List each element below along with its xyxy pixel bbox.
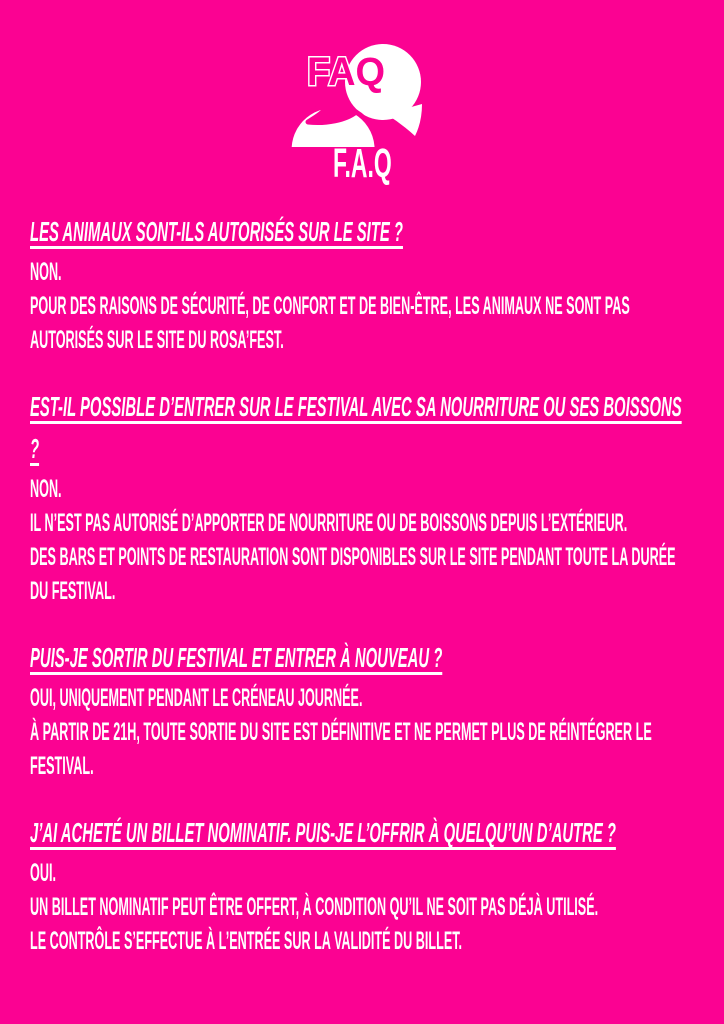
faq-answer-line: À PARTIR DE 21H, TOUTE SORTIE DU SITE EST DÉFINITIVE ET NE PERMET PLUS DE RÉINTÉGRER LE FESTIVAL.	[30, 718, 652, 780]
faq-list	[30, 211, 694, 958]
faq-answer-line: DES BARS ET POINTS DE RESTAURATION SONT DISPONIBLES SUR LE SITE PENDANT TOUTE LA DURÉE DU FESTIVAL.	[30, 543, 676, 605]
faq-section-nourriture-boissons	[30, 386, 694, 608]
faq-answer-line: OUI, UNIQUEMENT PENDANT LE CRÉNEAU JOURNÉE.	[30, 684, 363, 712]
faq-answer-line: POUR DES RAISONS DE SÉCURITÉ, DE CONFORT ET DE BIEN-ÊTRE, LES ANIMAUX NE SONT PAS AUTORISÉS SUR LE SITE DU ROSA’FEST.	[30, 292, 630, 354]
faq-question: PUIS-JE SORTIR DU FESTIVAL ET ENTRER À NOUVEAU ?	[30, 642, 443, 673]
header	[30, 22, 694, 188]
faq-question: J’AI ACHETÉ UN BILLET NOMINATIF. PUIS-JE L’OFFRIR À QUELQU’UN D’AUTRE ?	[30, 817, 616, 848]
faq-section-billet-nominatif	[30, 812, 694, 958]
faq-answer-line: NON.	[30, 475, 62, 503]
faq-section-animaux	[30, 211, 694, 357]
page-title: F.A.Q	[332, 140, 392, 186]
faq-question: LES ANIMAUX SONT-ILS AUTORISÉS SUR LE SITE ?	[30, 216, 403, 247]
faq-answer-line: NON.	[30, 258, 62, 286]
faq-section-sortie-entree	[30, 637, 694, 783]
faq-question: EST-IL POSSIBLE D’ENTRER SUR LE FESTIVAL AVEC SA NOURRITURE OU SES BOISSONS ?	[30, 391, 682, 464]
faq-logo-text: FAQ	[307, 50, 385, 94]
faq-answer-line: OUI.	[30, 859, 56, 887]
faq-answer-line: UN BILLET NOMINATIF PEUT ÊTRE OFFERT, À CONDITION QU’IL NE SOIT PAS DÉJÀ UTILISÉ.	[30, 893, 599, 921]
faq-logo	[282, 22, 442, 147]
faq-answer-line: IL N’EST PAS AUTORISÉ D’APPORTER DE NOURRITURE OU DE BOISSONS DEPUIS L’EXTÉRIEUR.	[30, 509, 628, 537]
faq-answer-line: LE CONTRÔLE S’EFFECTUE À L’ENTRÉE SUR LA VALIDITÉ DU BILLET.	[30, 927, 463, 955]
faq-speech-bubbles-icon	[282, 22, 442, 147]
